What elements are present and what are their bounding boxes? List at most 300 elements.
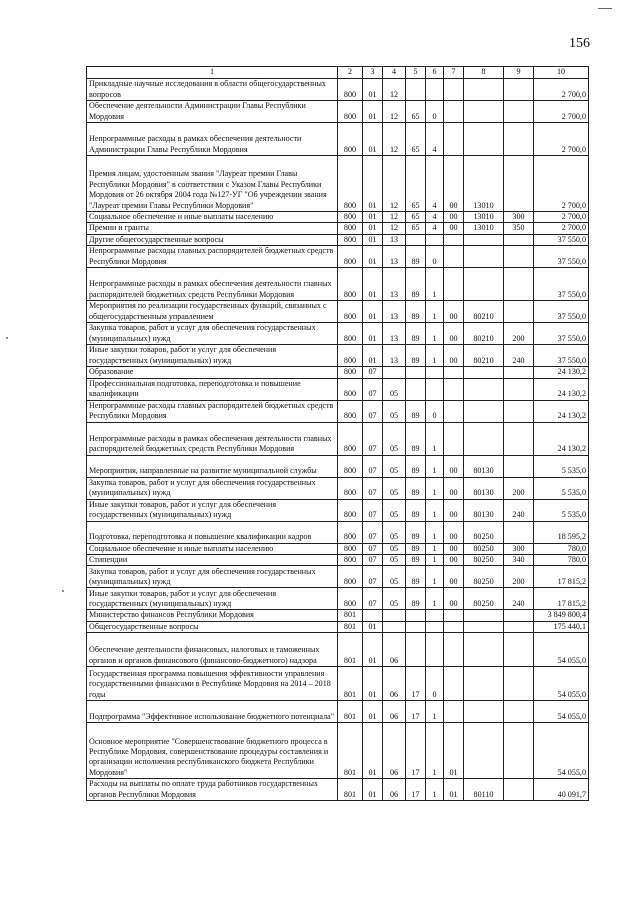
code-cell: 800 [338, 455, 363, 477]
code-cell [444, 234, 464, 245]
code-cell [504, 779, 534, 801]
table-row [87, 156, 589, 212]
code-cell: 01 [363, 156, 383, 212]
code-cell: 800 [338, 156, 363, 212]
row-name-cell: Непрограммные расходы главных распорядителей бюджетных средств Республики Мордовия [87, 246, 338, 268]
code-cell [504, 422, 534, 455]
scan-speck [6, 337, 8, 339]
code-cell: 200 [504, 566, 534, 588]
code-cell: 13 [383, 268, 406, 301]
code-cell: 65 [406, 223, 426, 234]
scan-speck [598, 8, 612, 9]
code-cell [504, 79, 534, 101]
code-cell: 80250 [464, 555, 504, 566]
code-cell: 17 [406, 701, 426, 723]
code-cell [444, 268, 464, 301]
code-cell: 01 [363, 301, 383, 323]
header-row [87, 67, 589, 79]
code-cell: 05 [383, 455, 406, 477]
row-name-cell: Обеспечение деятельности финансовых, налоговых и таможенных органов и органов финансового (финансово-бюджетного) надзора [87, 633, 338, 667]
table-row [87, 301, 589, 323]
table-row [87, 701, 589, 723]
code-cell: 07 [363, 566, 383, 588]
code-cell: 00 [444, 543, 464, 554]
code-cell [444, 610, 464, 621]
code-cell: 1 [426, 701, 444, 723]
code-cell: 01 [363, 621, 383, 632]
table-row [87, 422, 589, 455]
code-cell: 80210 [464, 323, 504, 345]
code-cell: 01 [363, 101, 383, 123]
code-cell [504, 123, 534, 156]
row-name-cell: Обеспечение деятельности Администрации Главы Республики Мордовия [87, 101, 338, 123]
code-cell [444, 633, 464, 667]
column-header: 5 [406, 67, 426, 79]
row-name-cell: Премия лицам, удостоенным звания "Лауреат премии Главы Республики Мордовия" в соответствии с Указом Главы Республики Мордовия от 26 октября 2004 года №127-УГ "Об учреждении звания "Лауреат премии Главы Республики Мордовия" [87, 156, 338, 212]
code-cell [464, 268, 504, 301]
row-name-cell: Непрограммные расходы главных распорядителей бюджетных средств Республики Мордовия [87, 400, 338, 422]
code-cell: 06 [383, 701, 406, 723]
code-cell [444, 101, 464, 123]
row-name-cell: Иные закупки товаров, работ и услуг для обеспечения государственных (муниципальных) нужд [87, 345, 338, 367]
code-cell: 12 [383, 223, 406, 234]
amount-cell: 54 055,0 [534, 723, 589, 779]
table-row [87, 543, 589, 554]
code-cell: 800 [338, 101, 363, 123]
row-name-cell: Образование [87, 367, 338, 378]
code-cell: 1 [426, 345, 444, 367]
code-cell: 05 [383, 422, 406, 455]
code-cell [504, 621, 534, 632]
amount-cell: 37 550,0 [534, 268, 589, 301]
row-name-cell: Премии и гранты [87, 223, 338, 234]
code-cell: 07 [363, 455, 383, 477]
table-row [87, 79, 589, 101]
code-cell [464, 422, 504, 455]
table-row [87, 212, 589, 223]
code-cell: 06 [383, 667, 406, 701]
code-cell: 80110 [464, 779, 504, 801]
table-row [87, 566, 589, 588]
code-cell [444, 667, 464, 701]
code-cell: 07 [363, 367, 383, 378]
code-cell: 1 [426, 555, 444, 566]
code-cell: 1 [426, 779, 444, 801]
amount-cell: 5 535,0 [534, 477, 589, 499]
code-cell: 00 [444, 455, 464, 477]
code-cell: 89 [406, 345, 426, 367]
code-cell: 800 [338, 301, 363, 323]
budget-table [86, 66, 589, 801]
code-cell [444, 123, 464, 156]
row-name-cell: Министерство финансов Республики Мордовия [87, 610, 338, 621]
code-cell [464, 367, 504, 378]
table-row [87, 555, 589, 566]
code-cell: 65 [406, 101, 426, 123]
code-cell: 1 [426, 566, 444, 588]
code-cell: 4 [426, 223, 444, 234]
amount-cell: 37 550,0 [534, 234, 589, 245]
code-cell: 00 [444, 477, 464, 499]
code-cell: 1 [426, 268, 444, 301]
code-cell [504, 633, 534, 667]
table-row [87, 246, 589, 268]
code-cell [406, 378, 426, 400]
code-cell: 80210 [464, 345, 504, 367]
code-cell [504, 723, 534, 779]
code-cell: 13 [383, 234, 406, 245]
code-cell: 17 [406, 779, 426, 801]
code-cell [444, 378, 464, 400]
code-cell: 00 [444, 521, 464, 543]
amount-cell: 40 091,7 [534, 779, 589, 801]
row-name-cell: Основное мероприятие "Совершенствование бюджетного процесса в Республике Мордовия, совершенствование процедуры составления и организации исполнения республиканского бюджета Республики Мордовия" [87, 723, 338, 779]
code-cell: 12 [383, 156, 406, 212]
code-cell: 00 [444, 323, 464, 345]
code-cell: 00 [444, 223, 464, 234]
row-name-cell: Прикладные научные исследования в области общегосударственных вопросов [87, 79, 338, 101]
code-cell: 12 [383, 212, 406, 223]
code-cell: 05 [383, 378, 406, 400]
code-cell: 300 [504, 543, 534, 554]
amount-cell: 54 055,0 [534, 633, 589, 667]
column-header: 3 [363, 67, 383, 79]
code-cell [504, 667, 534, 701]
code-cell [504, 521, 534, 543]
row-name-cell: Общегосударственные вопросы [87, 621, 338, 632]
code-cell [426, 79, 444, 101]
code-cell [426, 234, 444, 245]
code-cell: 01 [363, 667, 383, 701]
code-cell: 07 [363, 499, 383, 521]
amount-cell: 175 440,1 [534, 621, 589, 632]
code-cell [464, 723, 504, 779]
code-cell: 89 [406, 521, 426, 543]
code-cell: 07 [363, 555, 383, 566]
code-cell [444, 400, 464, 422]
code-cell: 07 [363, 422, 383, 455]
code-cell: 1 [426, 499, 444, 521]
code-cell: 1 [426, 455, 444, 477]
code-cell: 80250 [464, 588, 504, 610]
code-cell: 4 [426, 123, 444, 156]
code-cell: 800 [338, 400, 363, 422]
code-cell [504, 701, 534, 723]
code-cell: 80130 [464, 455, 504, 477]
table-row [87, 367, 589, 378]
code-cell: 07 [363, 378, 383, 400]
row-name-cell: Подготовка, переподготовка и повышение квалификации кадров [87, 521, 338, 543]
row-name-cell: Иные закупки товаров, работ и услуг для обеспечения государственных (муниципальных) нужд [87, 499, 338, 521]
table-row [87, 477, 589, 499]
code-cell [363, 610, 383, 621]
column-header: 1 [87, 67, 338, 79]
code-cell: 1 [426, 723, 444, 779]
code-cell: 89 [406, 301, 426, 323]
code-cell: 01 [363, 212, 383, 223]
table-row [87, 223, 589, 234]
code-cell [504, 246, 534, 268]
code-cell: 89 [406, 566, 426, 588]
code-cell: 80250 [464, 566, 504, 588]
code-cell: 800 [338, 234, 363, 245]
table-row [87, 667, 589, 701]
code-cell [464, 246, 504, 268]
amount-cell: 17 815,2 [534, 588, 589, 610]
amount-cell: 5 535,0 [534, 499, 589, 521]
row-name-cell: Подпрограмма "Эффективное использование бюджетного потенциала" [87, 701, 338, 723]
code-cell: 06 [383, 779, 406, 801]
amount-cell: 3 849 800,4 [534, 610, 589, 621]
code-cell [406, 234, 426, 245]
amount-cell: 24 130,2 [534, 400, 589, 422]
code-cell: 1 [426, 521, 444, 543]
code-cell: 0 [426, 667, 444, 701]
amount-cell: 54 055,0 [534, 667, 589, 701]
row-name-cell: Непрограммные расходы в рамках обеспечения деятельности главных распорядителей бюджетных средств Республики Мордовия [87, 422, 338, 455]
code-cell [426, 378, 444, 400]
code-cell: 800 [338, 223, 363, 234]
code-cell: 800 [338, 477, 363, 499]
code-cell: 00 [444, 345, 464, 367]
amount-cell: 37 550,0 [534, 246, 589, 268]
code-cell [504, 400, 534, 422]
code-cell [444, 621, 464, 632]
code-cell: 800 [338, 499, 363, 521]
code-cell [504, 610, 534, 621]
code-cell: 1 [426, 323, 444, 345]
code-cell: 01 [363, 123, 383, 156]
amount-cell: 2 700,0 [534, 223, 589, 234]
column-header: 7 [444, 67, 464, 79]
code-cell: 800 [338, 79, 363, 101]
code-cell: 12 [383, 101, 406, 123]
row-name-cell: Расходы на выплаты по оплате труда работников государственных органов Республики Мордовия [87, 779, 338, 801]
code-cell: 89 [406, 455, 426, 477]
code-cell: 89 [406, 499, 426, 521]
code-cell: 80250 [464, 543, 504, 554]
code-cell: 01 [363, 633, 383, 667]
code-cell: 00 [444, 301, 464, 323]
table-row [87, 400, 589, 422]
code-cell: 1 [426, 543, 444, 554]
row-name-cell: Государственная программа повышения эффективности управления государственными финансами в Республике Мордовия на 2014 – 2018 годы [87, 667, 338, 701]
code-cell [426, 367, 444, 378]
row-name-cell: Социальное обеспечение и иные выплаты населению [87, 212, 338, 223]
table-row [87, 588, 589, 610]
code-cell [406, 79, 426, 101]
code-cell: 89 [406, 400, 426, 422]
code-cell: 800 [338, 422, 363, 455]
amount-cell: 24 130,2 [534, 378, 589, 400]
table-row [87, 621, 589, 632]
code-cell: 00 [444, 566, 464, 588]
code-cell: 01 [444, 779, 464, 801]
code-cell: 1 [426, 588, 444, 610]
amount-cell: 2 700,0 [534, 123, 589, 156]
code-cell: 89 [406, 323, 426, 345]
code-cell: 801 [338, 633, 363, 667]
code-cell [464, 378, 504, 400]
amount-cell: 5 535,0 [534, 455, 589, 477]
code-cell [406, 621, 426, 632]
code-cell: 01 [363, 234, 383, 245]
code-cell: 01 [363, 223, 383, 234]
code-cell: 01 [363, 323, 383, 345]
amount-cell: 780,0 [534, 543, 589, 554]
code-cell: 05 [383, 499, 406, 521]
code-cell: 13 [383, 323, 406, 345]
code-cell: 200 [504, 323, 534, 345]
amount-cell: 2 700,0 [534, 101, 589, 123]
code-cell: 05 [383, 477, 406, 499]
code-cell: 4 [426, 212, 444, 223]
code-cell: 1 [426, 477, 444, 499]
code-cell [504, 268, 534, 301]
code-cell [444, 701, 464, 723]
amount-cell: 17 815,2 [534, 566, 589, 588]
code-cell [383, 610, 406, 621]
code-cell: 01 [363, 79, 383, 101]
amount-cell: 2 700,0 [534, 79, 589, 101]
row-name-cell: Закупка товаров, работ и услуг для обеспечения государственных (муниципальных) нужд [87, 477, 338, 499]
column-header: 2 [338, 67, 363, 79]
code-cell: 240 [504, 588, 534, 610]
code-cell: 06 [383, 723, 406, 779]
code-cell [406, 610, 426, 621]
code-cell: 350 [504, 223, 534, 234]
code-cell: 17 [406, 667, 426, 701]
code-cell [504, 378, 534, 400]
code-cell: 800 [338, 246, 363, 268]
amount-cell: 780,0 [534, 555, 589, 566]
code-cell: 801 [338, 779, 363, 801]
code-cell: 801 [338, 667, 363, 701]
code-cell [444, 422, 464, 455]
code-cell: 01 [363, 701, 383, 723]
code-cell [504, 234, 534, 245]
row-name-cell: Непрограммные расходы в рамках обеспечения деятельности Администрации Главы Республики Мордовия [87, 123, 338, 156]
code-cell: 80250 [464, 521, 504, 543]
code-cell: 00 [444, 212, 464, 223]
amount-cell: 54 055,0 [534, 701, 589, 723]
code-cell [504, 455, 534, 477]
code-cell: 05 [383, 543, 406, 554]
amount-cell: 24 130,2 [534, 422, 589, 455]
code-cell: 65 [406, 156, 426, 212]
code-cell: 13 [383, 246, 406, 268]
code-cell: 00 [444, 588, 464, 610]
code-cell [444, 246, 464, 268]
table-row [87, 123, 589, 156]
table-row [87, 610, 589, 621]
code-cell [444, 367, 464, 378]
row-name-cell: Профессиональная подготовка, переподготовка и повышение квалификации [87, 378, 338, 400]
code-cell [464, 633, 504, 667]
table-row [87, 521, 589, 543]
amount-cell: 24 130,2 [534, 367, 589, 378]
code-cell [464, 701, 504, 723]
code-cell: 01 [363, 723, 383, 779]
code-cell: 07 [363, 400, 383, 422]
code-cell [504, 301, 534, 323]
code-cell: 300 [504, 212, 534, 223]
code-cell: 01 [363, 779, 383, 801]
code-cell [426, 621, 444, 632]
code-cell: 340 [504, 555, 534, 566]
code-cell: 65 [406, 123, 426, 156]
code-cell: 89 [406, 555, 426, 566]
code-cell [464, 101, 504, 123]
code-cell [464, 79, 504, 101]
code-cell: 01 [363, 268, 383, 301]
row-name-cell: Закупка товаров, работ и услуг для обеспечения государственных (муниципальных) нужд [87, 323, 338, 345]
code-cell: 12 [383, 123, 406, 156]
code-cell: 01 [363, 246, 383, 268]
code-cell: 13 [383, 345, 406, 367]
code-cell: 07 [363, 588, 383, 610]
code-cell: 800 [338, 268, 363, 301]
code-cell: 1 [426, 301, 444, 323]
code-cell [464, 123, 504, 156]
code-cell: 05 [383, 521, 406, 543]
code-cell [464, 610, 504, 621]
amount-cell: 37 550,0 [534, 345, 589, 367]
code-cell: 801 [338, 701, 363, 723]
code-cell: 89 [406, 543, 426, 554]
code-cell: 07 [363, 477, 383, 499]
code-cell: 800 [338, 378, 363, 400]
code-cell: 80130 [464, 499, 504, 521]
code-cell: 01 [444, 723, 464, 779]
amount-cell: 2 700,0 [534, 212, 589, 223]
code-cell: 801 [338, 610, 363, 621]
table-row [87, 323, 589, 345]
code-cell: 800 [338, 555, 363, 566]
code-cell: 0 [426, 101, 444, 123]
page-number: 156 [569, 36, 590, 51]
code-cell [406, 367, 426, 378]
code-cell [504, 156, 534, 212]
table-row [87, 723, 589, 779]
code-cell: 89 [406, 246, 426, 268]
code-cell: 800 [338, 566, 363, 588]
code-cell: 800 [338, 323, 363, 345]
code-cell: 801 [338, 621, 363, 632]
table-row [87, 378, 589, 400]
scan-speck [62, 590, 64, 592]
code-cell: 80210 [464, 301, 504, 323]
code-cell: 0 [426, 400, 444, 422]
code-cell: 00 [444, 499, 464, 521]
amount-cell: 18 595,2 [534, 521, 589, 543]
table-row [87, 455, 589, 477]
table-row [87, 101, 589, 123]
row-name-cell: Социальное обеспечение и иные выплаты населению [87, 543, 338, 554]
code-cell: 89 [406, 477, 426, 499]
row-name-cell: Иные закупки товаров, работ и услуг для обеспечения государственных (муниципальных) нужд [87, 588, 338, 610]
code-cell: 0 [426, 246, 444, 268]
code-cell: 89 [406, 268, 426, 301]
column-header: 10 [534, 67, 589, 79]
code-cell: 05 [383, 566, 406, 588]
amount-cell: 37 550,0 [534, 323, 589, 345]
code-cell: 89 [406, 588, 426, 610]
code-cell: 07 [363, 543, 383, 554]
row-name-cell: Непрограммные расходы в рамках обеспечения деятельности главных распорядителей бюджетных средств Республики Мордовия [87, 268, 338, 301]
code-cell [464, 234, 504, 245]
code-cell: 800 [338, 588, 363, 610]
